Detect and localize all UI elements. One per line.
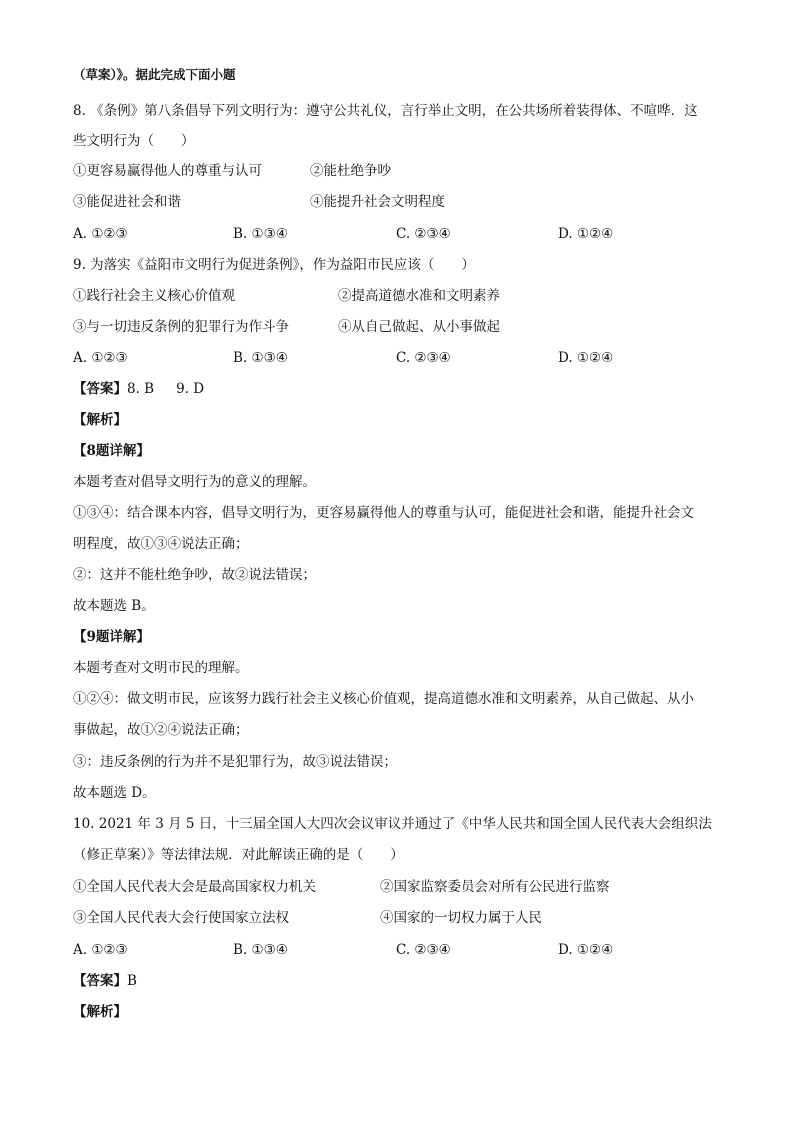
q8-detail-line1: 本题考查对倡导文明行为的意义的理解。 xyxy=(73,474,316,490)
answer-tag-2: 【答案】 xyxy=(73,973,127,989)
q8-option-a: A. ①②③ xyxy=(73,226,128,242)
q9-detail-line3: 事做起，故①②④说法正确； xyxy=(73,722,249,738)
q8-stem-line1: 8. 《条例》第八条倡导下列文明行为：遵守公共礼仪，言行举止文明，在公共场所着装得体、不喧哗．这 xyxy=(73,103,698,119)
q8-detail-line3: 明程度，故①③④说法正确； xyxy=(73,536,249,552)
q9-statement-3: ③与一切违反条例的犯罪行为作斗争 xyxy=(73,319,289,335)
q8-option-b: B. ①③④ xyxy=(233,226,288,242)
q10-statement-2: ②国家监察委员会对所有公民进行监察 xyxy=(380,879,610,895)
answer-line-1 xyxy=(73,379,204,399)
q10-statement-1: ①全国人民代表大会是最高国家权力机关 xyxy=(73,879,316,895)
q9-detail-line1: 本题考查对文明市民的理解。 xyxy=(73,660,249,676)
q8-option-c: C. ②③④ xyxy=(396,226,451,242)
q9-stem: 9. 为落实《益阳市文明行为促进条例》，作为益阳市民应该（ ） xyxy=(73,257,475,273)
q9-option-c: C. ②③④ xyxy=(396,350,451,366)
answer-tag: 【答案】 xyxy=(73,381,127,397)
analysis-heading-1: 【解析】 xyxy=(73,412,127,428)
q10-option-b: B. ①③④ xyxy=(233,942,288,958)
q10-stem-line2: （修正草案）》等法律法规．对此解读正确的是（ ） xyxy=(73,847,404,863)
q9-statement-2: ②提高道德水准和文明素养 xyxy=(338,288,500,304)
q9-detail-line2: ①②④：做文明市民，应该努力践行社会主义核心价值观，提高道德水准和文明素养，从自己做起、从小 xyxy=(73,691,694,707)
q9-option-a: A. ①②③ xyxy=(73,350,128,366)
q9-option-d: D. ①②④ xyxy=(558,350,614,366)
q8-statement-4: ④能提升社会文明程度 xyxy=(310,194,445,210)
q9-detail-line4: ③：违反条例的行为并不是犯罪行为，故③说法错误； xyxy=(73,754,397,770)
q9-detail-heading: 【9题详解】 xyxy=(73,629,150,645)
answer-8: 8. B xyxy=(127,381,155,397)
q10-option-a: A. ①②③ xyxy=(73,942,128,958)
answer-9: 9. D xyxy=(176,381,205,397)
q9-statement-1: ①践行社会主义核心价值观 xyxy=(73,288,235,304)
q8-option-d: D. ①②④ xyxy=(558,226,614,242)
q8-detail-heading: 【8题详解】 xyxy=(73,443,150,459)
q9-statement-4: ④从自己做起、从小事做起 xyxy=(338,319,500,335)
analysis-heading-2: 【解析】 xyxy=(73,1004,127,1020)
answer-10: B xyxy=(127,973,137,989)
q10-stem-line1: 10. 2021 年 3 月 5 日，十三届全国人大四次会议审议并通过了《中华人民共和国全国人民代表大会组织法 xyxy=(73,816,712,832)
q8-statement-3: ③能促进社会和谐 xyxy=(73,194,181,210)
q9-detail-line5: 故本题选 D。 xyxy=(73,785,156,801)
q8-detail-line4: ②：这并不能杜绝争吵，故②说法错误； xyxy=(73,567,316,583)
q10-statement-3: ③全国人民代表大会行使国家立法权 xyxy=(73,910,289,926)
q8-stem-line2: 些文明行为（ ） xyxy=(73,133,195,149)
q8-detail-line5: 故本题选 B。 xyxy=(73,598,155,614)
q8-detail-line2: ①③④：结合课本内容，倡导文明行为，更容易赢得他人的尊重与认可，能促进社会和谐，能提升社会文 xyxy=(73,505,694,521)
q8-statement-1: ①更容易赢得他人的尊重与认可 xyxy=(73,163,262,179)
q8-statement-2: ②能杜绝争吵 xyxy=(310,163,391,179)
q10-option-c: C. ②③④ xyxy=(396,942,451,958)
q10-statement-4: ④国家的一切权力属于人民 xyxy=(380,910,542,926)
intro-line: （草案）》。据此完成下面小题 xyxy=(73,67,236,82)
q10-option-d: D. ①②④ xyxy=(558,942,614,958)
q9-option-b: B. ①③④ xyxy=(233,350,288,366)
answer-line-2 xyxy=(73,971,137,991)
